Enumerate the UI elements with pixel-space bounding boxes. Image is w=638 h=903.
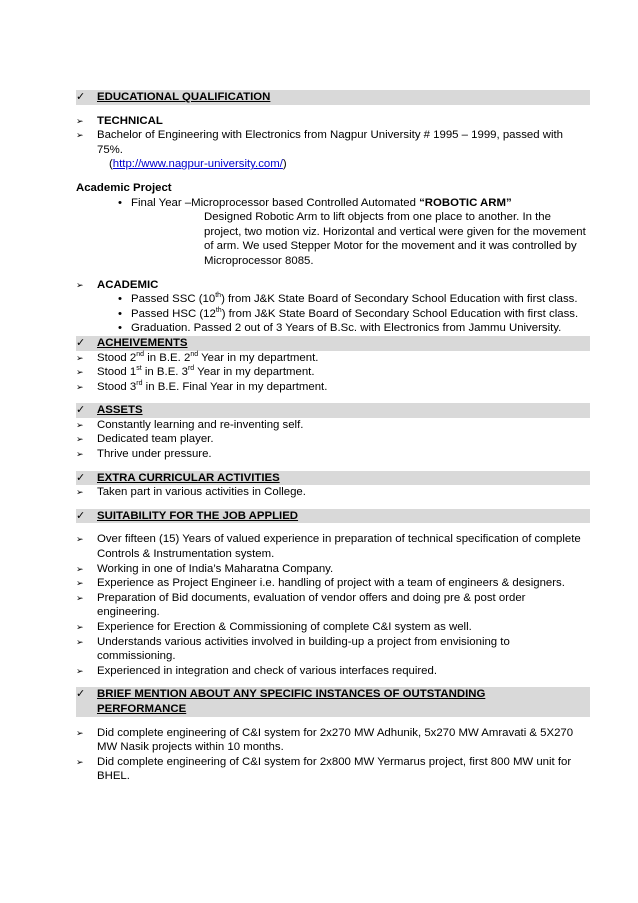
brief-item-text: Did complete engineering of C&I system for 2x800 MW Yermarus project, first 800 MW unit for BHEL. <box>97 755 572 783</box>
arrow-bullet-icon: ➢ <box>76 534 84 545</box>
arrow-bullet-icon: ➢ <box>76 592 84 603</box>
dot-bullet-icon: • <box>118 293 122 306</box>
section-title: ACHEIVEMENTS <box>97 336 188 349</box>
section-header-education <box>76 90 590 105</box>
extra-list <box>76 485 590 500</box>
arrow-bullet-icon: ➢ <box>76 727 84 738</box>
arrow-bullet-icon: ➢ <box>76 563 84 574</box>
check-icon: ✓ <box>76 336 86 349</box>
academic-label: ACADEMIC <box>97 278 159 291</box>
resume-page <box>76 90 590 784</box>
technical-label-item <box>76 114 590 129</box>
arrow-bullet-icon: ➢ <box>76 381 84 392</box>
hsc-item: • Passed HSC (12th) from J&K State Board of Secondary School Education with first class. <box>118 306 579 320</box>
asset-item-text: Constantly learning and re-inventing self. <box>97 418 304 431</box>
suitability-item <box>76 562 590 577</box>
arrow-bullet-icon: ➢ <box>76 279 84 290</box>
suitability-item-text: Experience as Project Engineer i.e. handling of project with a team of engineers & designers. <box>97 577 565 590</box>
suitability-item-text: Working in one of India’s Maharatna Company. <box>97 562 334 575</box>
suitability-item <box>76 635 590 664</box>
dot-bullet-icon: • <box>118 196 122 209</box>
extra-item-text: Taken part in various activities in College. <box>97 486 306 499</box>
section-header-suitability <box>76 509 590 524</box>
project-title: “ROBOTIC ARM” <box>419 196 512 209</box>
project-description: Designed Robotic Arm to lift objects from one place to another. In the project, two motion viz. Horizontal and vertical were given for the movement of arm. We used Stepper Motor for the movement and it was controlled by Microprocessor 8085. <box>204 211 586 267</box>
section-header-extra <box>76 471 590 486</box>
arrow-bullet-icon: ➢ <box>76 367 84 378</box>
assets-list <box>76 418 590 462</box>
arrow-bullet-icon: ➢ <box>76 115 84 126</box>
degree-item <box>76 128 590 157</box>
technical-label: TECHNICAL <box>97 114 163 127</box>
project-item <box>76 196 590 211</box>
asset-item-text: Dedicated team player. <box>97 433 214 446</box>
suitability-item <box>76 576 590 591</box>
arrow-bullet-icon: ➢ <box>76 130 84 141</box>
section-header-achievements <box>76 336 590 351</box>
asset-item <box>76 418 590 433</box>
suitability-item <box>76 532 590 561</box>
arrow-bullet-icon: ➢ <box>76 419 84 430</box>
arrow-bullet-icon: ➢ <box>76 636 84 647</box>
section-title-cont: PERFORMANCE <box>97 702 187 715</box>
arrow-bullet-icon: ➢ <box>76 665 84 676</box>
dot-bullet-icon: • <box>118 322 122 335</box>
asset-item-text: Thrive under pressure. <box>97 448 212 461</box>
arrow-bullet-icon: ➢ <box>76 352 84 363</box>
university-url-line: (http://www.nagpur-university.com/) <box>109 158 287 171</box>
achievement-item: ➢ Stood 3rd in B.E. Final Year in my department. <box>76 379 328 393</box>
brief-item-text: Did complete engineering of C&I system for 2x270 MW Adhunik, 5x270 MW Amravati & 5X270 MW Nasik projects within 10 months. <box>97 726 574 754</box>
suitability-list <box>76 532 590 678</box>
check-icon: ✓ <box>76 688 86 701</box>
section-header-assets <box>76 403 590 418</box>
check-icon: ✓ <box>76 471 86 484</box>
suitability-item-text: Over fifteen (15) Years of valued experience in preparation of technical specification of complete Controls & Instrumentation system. <box>97 533 581 561</box>
section-header-brief <box>76 687 590 716</box>
arrow-bullet-icon: ➢ <box>76 756 84 767</box>
check-icon: ✓ <box>76 404 86 417</box>
extra-item <box>76 485 590 500</box>
brief-item <box>76 726 590 755</box>
arrow-bullet-icon: ➢ <box>76 622 84 632</box>
graduation-item: • Graduation. Passed 2 out of 3 Years of B.Sc. with Electronics from Jammu University. <box>118 322 562 335</box>
suitability-item <box>76 620 590 635</box>
arrow-bullet-icon: ➢ <box>76 434 84 445</box>
suitability-item <box>76 664 590 679</box>
section-title: BRIEF MENTION ABOUT ANY SPECIFIC INSTANCES OF OUTSTANDING <box>97 688 486 701</box>
university-link[interactable]: http://www.nagpur-university.com/ <box>112 158 283 171</box>
suitability-item-text: Experience for Erection & Commissioning of complete C&I system as well. <box>97 621 472 633</box>
academic-project-heading: Academic Project <box>76 181 172 194</box>
degree-text: Bachelor of Engineering with Electronics from Nagpur University # 1995 – 1999, passed with 75%. <box>97 129 563 156</box>
achievement-item: ➢ Stood 2nd in B.E. 2nd Year in my department. <box>76 350 319 364</box>
suitability-item <box>76 591 590 620</box>
arrow-bullet-icon: ➢ <box>76 578 84 589</box>
check-icon: ✓ <box>76 91 86 103</box>
section-title: EDUCATIONAL QUALIFICATION <box>97 91 271 103</box>
check-icon: ✓ <box>76 509 86 522</box>
achievement-item: ➢ Stood 1st in B.E. 3rd Year in my department. <box>76 365 315 379</box>
achievements-list <box>76 351 590 395</box>
suitability-item-text: Experienced in integration and check of various interfaces required. <box>97 664 438 677</box>
ssc-item: • Passed SSC (10th) from J&K State Board of Secondary School Education with first class. <box>118 292 578 306</box>
brief-item <box>76 755 590 784</box>
arrow-bullet-icon: ➢ <box>76 449 84 460</box>
academic-label-item <box>76 278 590 293</box>
arrow-bullet-icon: ➢ <box>76 487 84 498</box>
asset-item <box>76 432 590 447</box>
brief-list <box>76 726 590 784</box>
asset-item <box>76 447 590 462</box>
dot-bullet-icon: • <box>118 307 122 320</box>
section-title: SUITABILITY FOR THE JOB APPLIED <box>97 509 299 522</box>
suitability-item-text: Understands various activities involved in building-up a project from envisioning to commissioning. <box>97 635 510 663</box>
section-title: EXTRA CURRICULAR ACTIVITIES <box>97 471 280 484</box>
section-title: ASSETS <box>97 404 143 417</box>
suitability-item-text: Preparation of Bid documents, evaluation of vendor offers and doing pre & post order engineering. <box>97 591 526 619</box>
project-line: Final Year –Microprocessor based Controlled Automated <box>131 196 420 209</box>
